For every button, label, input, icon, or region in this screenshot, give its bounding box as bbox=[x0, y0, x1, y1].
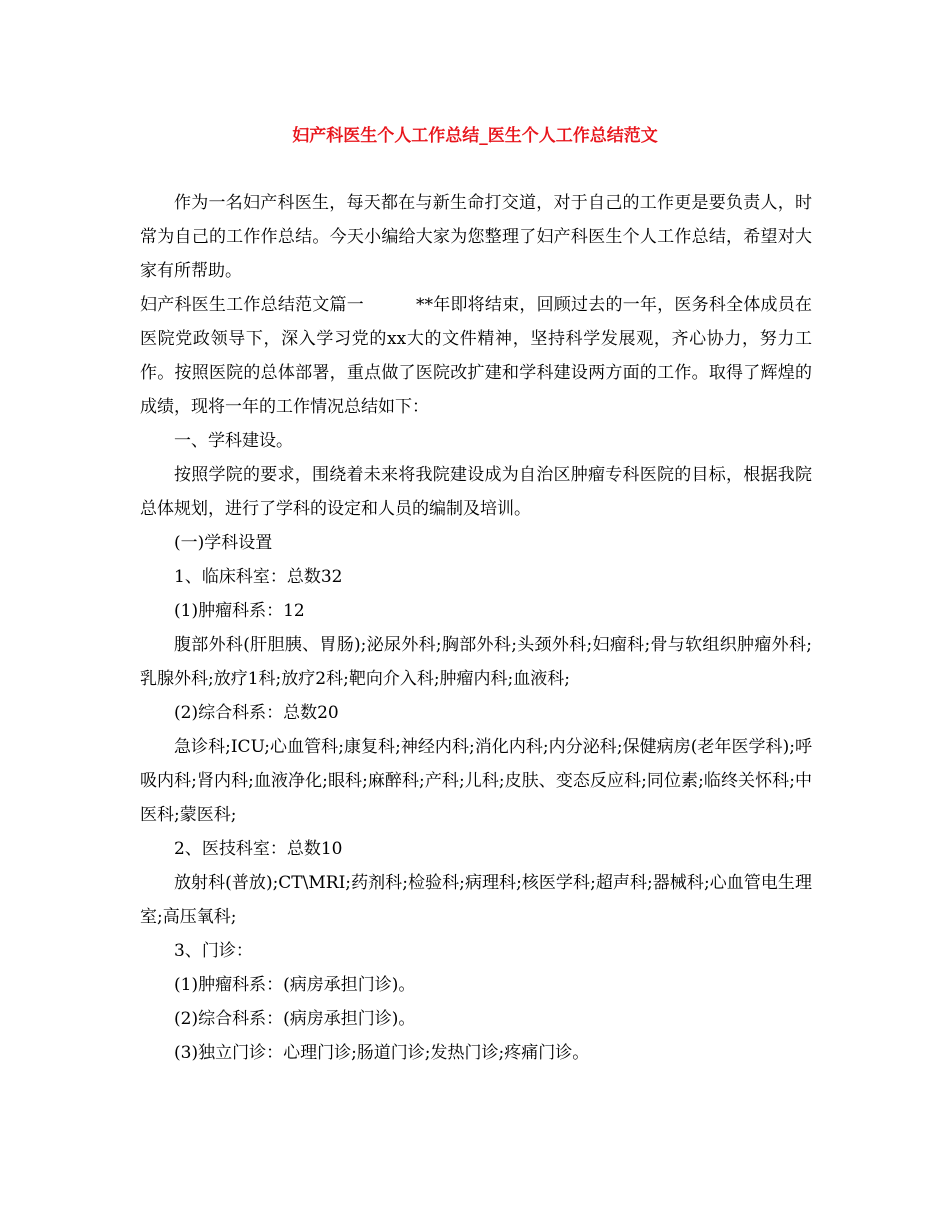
document-title: 妇产科医生个人工作总结_医生个人工作总结范文 bbox=[292, 126, 658, 146]
outpatient-oncology: (1)肿瘤科系：(病房承担门诊)。 bbox=[174, 975, 416, 995]
subheading-setup: (一)学科设置 bbox=[174, 533, 273, 553]
outpatient-general: (2)综合科系：(病房承担门诊)。 bbox=[174, 1009, 416, 1029]
clinical-total: 1、临床科室：总数32 bbox=[174, 567, 343, 587]
oncology-total: (1)肿瘤科系：12 bbox=[174, 601, 305, 621]
general-list: 急诊科;ICU;心血管科;康复科;神经内科;消化内科;内分泌科;保健病房(老年医学科);呼吸内科;肾内科;血液净化;眼科;麻醉科;产科;儿科;皮肤、变态反应科;同位素;临终关怀科;中医科;蒙医科; bbox=[140, 737, 812, 825]
section-heading: 妇产科医生工作总结范文篇一 bbox=[140, 295, 364, 315]
medtech-total: 2、医技科室：总数10 bbox=[174, 839, 343, 859]
outpatient-independent: (3)独立门诊：心理门诊;肠道门诊;发热门诊;疼痛门诊。 bbox=[174, 1043, 590, 1063]
document-body bbox=[140, 186, 812, 1070]
section-body: **年即将结束，回顾过去的一年，医务科全体成员在医院党政领导下，深入学习党的xx大的文件精神，坚持科学发展观，齐心协力，努力工作。按照医院的总体部署，重点做了医院改扩建和学科建设两方面的工作。取得了辉煌的成绩，现将一年的工作情况总结如下： bbox=[140, 295, 813, 417]
oncology-list: 腹部外科(肝胆胰、胃肠);泌尿外科;胸部外科;头颈外科;妇瘤科;骨与软组织肿瘤外科;乳腺外科;放疗1科;放疗2科;靶向介入科;肿瘤内科;血液科; bbox=[140, 635, 812, 689]
intro-paragraph: 作为一名妇产科医生，每天都在与新生命打交道，对于自己的工作更是要负责人，时常为自己的工作作总结。今天小编给大家为您整理了妇产科医生个人工作总结，希望对大家有所帮助。 bbox=[140, 193, 812, 281]
discipline-paragraph: 按照学院的要求，围绕着未来将我院建设成为自治区肿瘤专科医院的目标，根据我院总体规划，进行了学科的设定和人员的编制及培训。 bbox=[140, 465, 812, 519]
general-total: (2)综合科系：总数20 bbox=[174, 703, 339, 723]
medtech-list: 放射科(普放);CT\MRI;药剂科;检验科;病理科;核医学科;超声科;器械科;心血管电生理室;高压氧科; bbox=[140, 873, 812, 927]
subheading-discipline: 一、学科建设。 bbox=[174, 431, 293, 451]
section-paragraph bbox=[140, 288, 812, 424]
outpatient-heading: 3、门诊： bbox=[174, 941, 253, 961]
